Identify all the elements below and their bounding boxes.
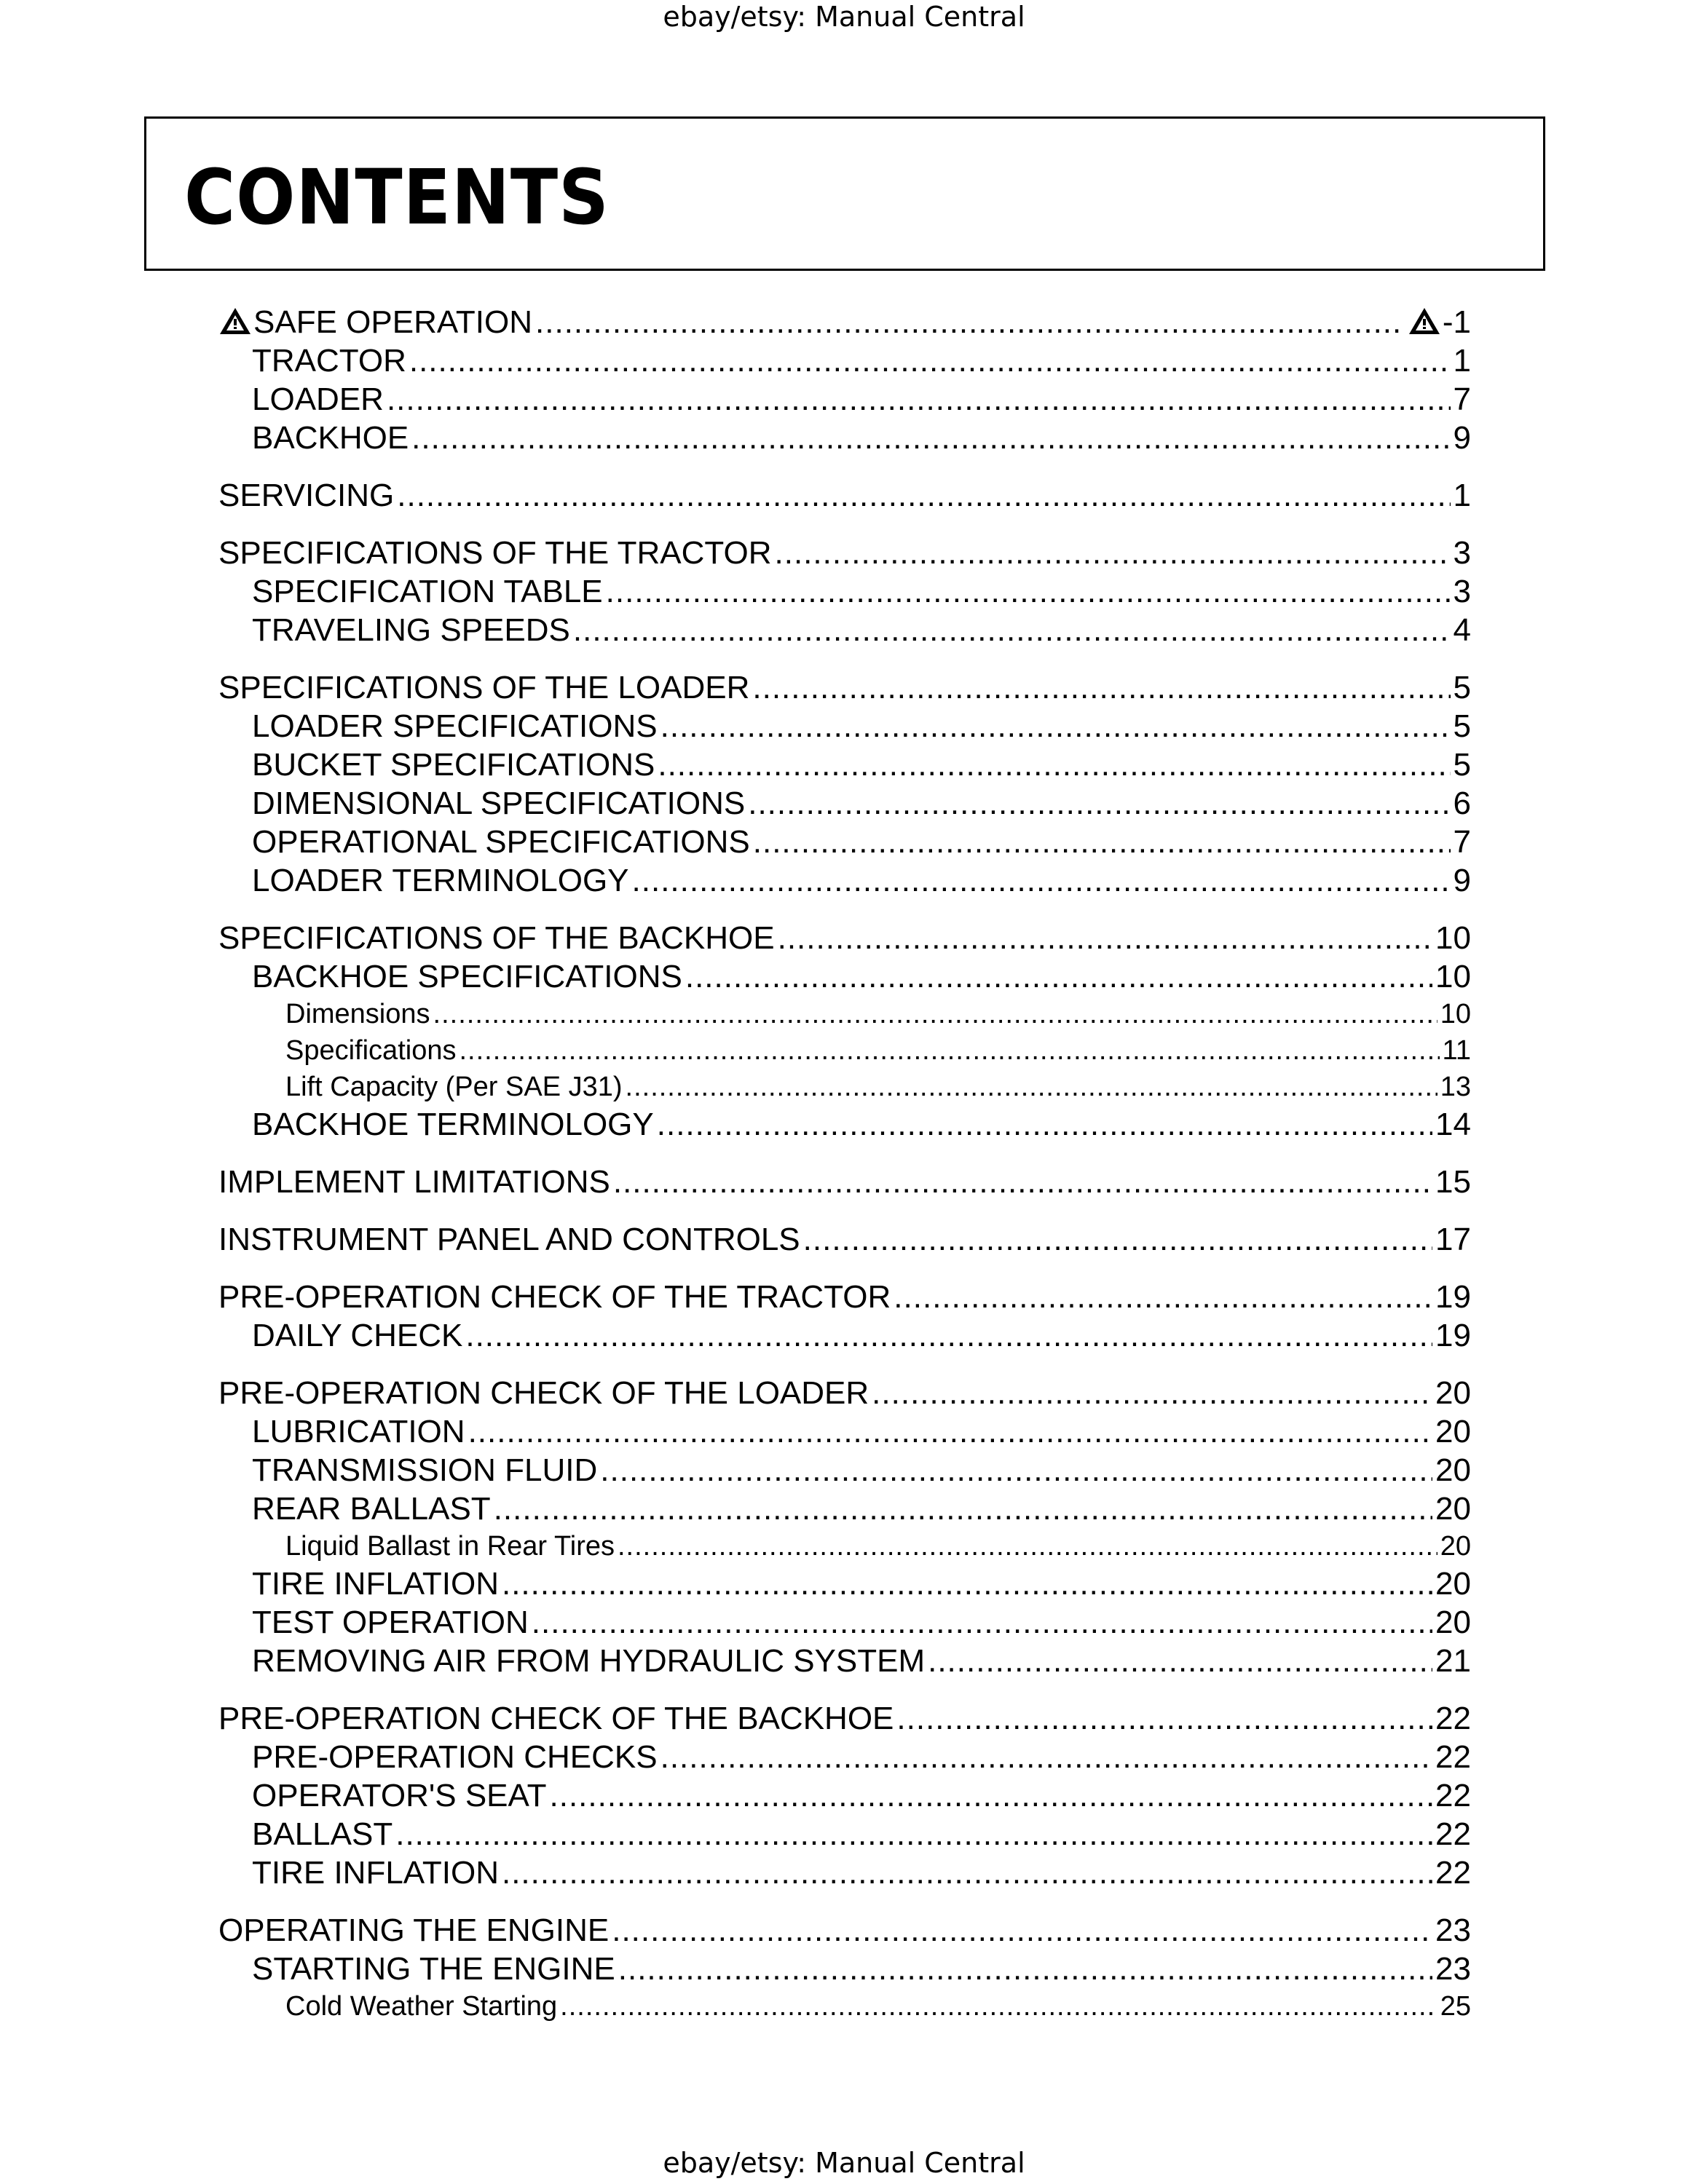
toc-entry-text: SAFE OPERATION — [253, 304, 533, 340]
toc-entry-page-number: 10 — [1435, 959, 1471, 994]
dot-leader — [613, 1163, 1432, 1201]
toc-entry — [218, 1642, 1471, 1680]
toc-entry-page-number: 19 — [1435, 1279, 1471, 1315]
toc-entry — [218, 1220, 1471, 1259]
toc-entry-label — [285, 1988, 557, 2025]
toc-entry-page — [1440, 996, 1471, 1032]
toc-entry-page — [1435, 1738, 1471, 1776]
dot-leader — [657, 1105, 1432, 1144]
dot-leader — [433, 996, 1437, 1032]
toc-entry-label — [252, 1950, 615, 1988]
toc-entry-text: Cold Weather Starting — [285, 1991, 558, 2022]
toc-entry-page-number: 17 — [1435, 1222, 1471, 1257]
toc-entry-label — [252, 1564, 499, 1603]
dot-leader — [894, 1278, 1432, 1316]
toc-entry-label — [252, 1776, 547, 1815]
dot-leader — [397, 476, 1450, 515]
toc-entry-page — [1454, 534, 1471, 572]
toc-entry-text: LUBRICATION — [252, 1414, 465, 1449]
toc-entry-label — [218, 1911, 609, 1950]
toc-entry — [218, 1489, 1471, 1528]
toc-entry-label — [252, 745, 655, 784]
toc-entry-label — [252, 341, 406, 380]
toc-entry-text: TIRE INFLATION — [252, 1855, 499, 1891]
toc-entry-text: LOADER — [252, 381, 384, 417]
toc-entry-page — [1435, 1374, 1471, 1412]
toc-entry — [218, 1069, 1471, 1105]
toc-entry-label — [252, 1451, 597, 1489]
toc-entry-page-number: 7 — [1453, 381, 1471, 417]
dot-leader — [775, 534, 1451, 572]
toc-entry — [218, 823, 1471, 861]
dot-leader — [748, 784, 1450, 823]
toc-entry — [218, 1738, 1471, 1776]
toc-entry-text: TIRE INFLATION — [252, 1566, 499, 1602]
toc-entry-label — [252, 861, 629, 900]
toc-entry-page-number: 10 — [1440, 999, 1471, 1029]
toc-entry-page-number: 5 — [1453, 747, 1471, 783]
toc-entry-page-number: 23 — [1435, 1951, 1471, 1987]
footer-banner: ebay/etsy: Manual Central — [663, 2147, 1025, 2179]
toc-entry — [218, 745, 1471, 784]
toc-entry-label — [218, 1278, 891, 1316]
toc-entry-page-number: 22 — [1435, 1816, 1471, 1852]
dot-leader — [550, 1776, 1433, 1815]
toc-entry-text: BALLAST — [252, 1816, 393, 1852]
toc-entry-page-number: 23 — [1435, 1912, 1471, 1948]
dot-leader — [502, 1564, 1432, 1603]
toc-entry-page-number: 20 — [1435, 1605, 1471, 1640]
toc-entry-page-number: 1 — [1453, 478, 1471, 513]
toc-entry-text: SPECIFICATIONS OF THE BACKHOE — [218, 920, 775, 956]
toc-entry-label — [252, 957, 682, 996]
toc-entry-text: SPECIFICATION TABLE — [252, 574, 603, 609]
toc-entry-page — [1454, 823, 1471, 861]
toc-entry-text: TRACTOR — [252, 343, 406, 379]
toc-entry-label — [252, 1603, 529, 1642]
dot-leader — [532, 1603, 1432, 1642]
toc-entry-page — [1435, 1815, 1471, 1853]
toc-entry-page — [1454, 476, 1471, 515]
toc-entry-label — [252, 823, 750, 861]
toc-entry-label — [285, 996, 430, 1032]
toc-entry-label — [252, 1738, 658, 1776]
toc-entry-page-number: 20 — [1435, 1491, 1471, 1527]
toc-entry-page — [1435, 957, 1471, 996]
toc-entry — [218, 707, 1471, 745]
toc-entry — [218, 341, 1471, 380]
toc-entry-text: Dimensions — [285, 999, 430, 1029]
dot-leader — [606, 572, 1451, 611]
dot-leader — [658, 745, 1450, 784]
toc-entry — [218, 996, 1471, 1032]
toc-entry-page — [1435, 1105, 1471, 1144]
toc-entry-page-number: 1 — [1453, 343, 1471, 379]
toc-entry-page-number: -1 — [1442, 304, 1471, 340]
toc-entry-page-number: 22 — [1435, 1778, 1471, 1813]
toc-entry-page — [1435, 1776, 1471, 1815]
dot-leader — [468, 1412, 1432, 1451]
toc-entry — [218, 1105, 1471, 1144]
dot-leader — [872, 1374, 1432, 1412]
toc-entry-text: PRE-OPERATION CHECK OF THE LOADER — [218, 1375, 869, 1411]
toc-entry-text: PRE-OPERATION CHECKS — [252, 1739, 658, 1775]
toc-entry — [218, 534, 1471, 572]
toc-entry-label — [252, 1105, 654, 1144]
toc-entry-page — [1435, 1699, 1471, 1738]
toc-entry-page — [1454, 419, 1471, 457]
toc-entry-text: PRE-OPERATION CHECK OF THE BACKHOE — [218, 1701, 894, 1736]
toc-entry-text: OPERATIONAL SPECIFICATIONS — [252, 824, 750, 860]
toc-entry-page — [1443, 1032, 1471, 1069]
toc-entry-label — [252, 572, 603, 611]
dot-leader — [632, 861, 1451, 900]
toc-entry-text: Liquid Ballast in Rear Tires — [285, 1531, 615, 1562]
dot-leader — [459, 1032, 1439, 1069]
toc-entry — [218, 919, 1471, 957]
toc-entry-page — [1454, 745, 1471, 784]
toc-entry — [218, 1374, 1471, 1412]
toc-entry-text: BACKHOE — [252, 420, 409, 456]
toc-entry-label — [252, 707, 658, 745]
toc-entry-page — [1435, 1489, 1471, 1528]
toc-entry-page — [1440, 1069, 1471, 1105]
dot-leader — [660, 1738, 1432, 1776]
dot-leader — [618, 1528, 1437, 1564]
toc-entry — [218, 476, 1471, 515]
toc-entry-page — [1435, 1451, 1471, 1489]
dot-leader — [803, 1220, 1432, 1259]
toc-entry-page-number: 5 — [1453, 708, 1471, 744]
toc-entry-label — [252, 1853, 499, 1892]
dot-leader — [612, 1911, 1432, 1950]
toc-entry-label — [252, 1489, 491, 1528]
table-of-contents — [218, 303, 1471, 2025]
toc-entry-text: IMPLEMENT LIMITATIONS — [218, 1164, 610, 1200]
toc-entry — [218, 1564, 1471, 1603]
toc-entry-page-number: 22 — [1435, 1739, 1471, 1775]
toc-entry — [218, 1950, 1471, 1988]
toc-entry-text: SPECIFICATIONS OF THE LOADER — [218, 670, 750, 705]
dot-leader — [752, 668, 1450, 707]
toc-entry-text: OPERATOR'S SEAT — [252, 1778, 547, 1813]
header-banner: ebay/etsy: Manual Central — [663, 1, 1025, 33]
toc-entry-page-number: 6 — [1453, 786, 1471, 821]
warning-triangle-icon — [218, 306, 252, 336]
toc-entry-page — [1454, 784, 1471, 823]
dot-leader — [928, 1642, 1432, 1680]
toc-entry-label — [285, 1528, 615, 1564]
toc-entry-page — [1454, 611, 1471, 649]
toc-entry-page — [1454, 341, 1471, 380]
toc-entry-label — [218, 919, 775, 957]
dot-leader — [896, 1699, 1432, 1738]
dot-leader — [535, 303, 1405, 341]
toc-entry-label — [285, 1032, 456, 1069]
toc-entry-text: PRE-OPERATION CHECK OF THE TRACTOR — [218, 1279, 891, 1315]
toc-entry-page — [1454, 668, 1471, 707]
toc-entry-label — [218, 534, 772, 572]
dot-leader — [753, 823, 1451, 861]
toc-entry-page — [1435, 1316, 1471, 1355]
dot-leader — [573, 611, 1451, 649]
toc-entry — [218, 957, 1471, 996]
dot-leader — [618, 1950, 1432, 1988]
toc-entry — [218, 1699, 1471, 1738]
dot-leader — [685, 957, 1432, 996]
toc-entry-page-number: 20 — [1435, 1414, 1471, 1449]
toc-entry-page — [1440, 1528, 1471, 1564]
dot-leader — [660, 707, 1451, 745]
dot-leader — [560, 1988, 1437, 2025]
dot-leader — [502, 1853, 1432, 1892]
toc-entry-label — [218, 1699, 894, 1738]
toc-entry — [218, 303, 1471, 341]
toc-entry-text: BACKHOE SPECIFICATIONS — [252, 959, 682, 994]
dot-leader — [626, 1069, 1437, 1105]
toc-entry — [218, 611, 1471, 649]
toc-entry-page — [1435, 1603, 1471, 1642]
toc-entry — [218, 1853, 1471, 1892]
toc-entry-page — [1435, 919, 1471, 957]
toc-entry-label — [252, 611, 570, 649]
toc-entry-text: TRANSMISSION FLUID — [252, 1452, 598, 1488]
toc-entry — [218, 380, 1471, 419]
toc-entry — [218, 1815, 1471, 1853]
dot-leader — [409, 341, 1451, 380]
toc-entry-text: Lift Capacity (Per SAE J31) — [285, 1072, 623, 1102]
toc-entry-page — [1454, 861, 1471, 900]
toc-entry-page-number: 3 — [1453, 535, 1471, 571]
toc-entry-label — [218, 476, 394, 515]
toc-entry-page — [1454, 707, 1471, 745]
toc-entry-page-number: 20 — [1435, 1375, 1471, 1411]
toc-entry-label — [252, 1316, 462, 1355]
toc-entry-page-number: 13 — [1440, 1072, 1471, 1102]
toc-entry — [218, 1911, 1471, 1950]
toc-entry-page — [1435, 1220, 1471, 1259]
dot-leader — [494, 1489, 1432, 1528]
dot-leader — [395, 1815, 1432, 1853]
toc-entry-text: SPECIFICATIONS OF THE TRACTOR — [218, 535, 772, 571]
toc-entry-text: REMOVING AIR FROM HYDRAULIC SYSTEM — [252, 1643, 926, 1679]
title-box — [144, 116, 1545, 271]
toc-entry — [218, 861, 1471, 900]
toc-entry-page-number: 5 — [1453, 670, 1471, 705]
toc-entry-text: LOADER TERMINOLOGY — [252, 863, 629, 898]
toc-entry-label — [218, 1163, 610, 1201]
toc-entry-page-number: 4 — [1453, 612, 1471, 648]
toc-entry-page — [1435, 1163, 1471, 1201]
toc-entry-label — [252, 419, 409, 457]
toc-entry-label — [252, 380, 384, 419]
toc-entry-text: BACKHOE TERMINOLOGY — [252, 1107, 654, 1142]
toc-entry-label — [252, 1815, 393, 1853]
toc-entry-page-number: 9 — [1453, 863, 1471, 898]
toc-entry-text: INSTRUMENT PANEL AND CONTROLS — [218, 1222, 800, 1257]
toc-entry-page-number: 20 — [1440, 1531, 1471, 1562]
toc-entry-text: TRAVELING SPEEDS — [252, 612, 570, 648]
toc-entry — [218, 1412, 1471, 1451]
toc-entry-text: DIMENSIONAL SPECIFICATIONS — [252, 786, 746, 821]
toc-entry-page — [1454, 572, 1471, 611]
toc-entry-page — [1408, 303, 1471, 341]
page-title: CONTENTS — [184, 153, 610, 242]
toc-entry — [218, 1163, 1471, 1201]
toc-entry-text: SERVICING — [218, 478, 395, 513]
toc-entry-label — [252, 1642, 925, 1680]
toc-entry-page — [1435, 1564, 1471, 1603]
toc-entry — [218, 1988, 1471, 2025]
toc-entry-label — [252, 1412, 465, 1451]
toc-entry-page-number: 22 — [1435, 1701, 1471, 1736]
toc-entry-page — [1435, 1853, 1471, 1892]
dot-leader — [465, 1316, 1432, 1355]
toc-entry — [218, 1032, 1471, 1069]
toc-entry-text: BUCKET SPECIFICATIONS — [252, 747, 655, 783]
toc-entry-page — [1435, 1950, 1471, 1988]
warning-triangle-icon — [1408, 306, 1441, 336]
toc-entry — [218, 668, 1471, 707]
toc-entry-page — [1440, 1988, 1471, 2025]
toc-entry — [218, 1528, 1471, 1564]
toc-entry-label — [252, 784, 745, 823]
toc-entry-page-number: 10 — [1435, 920, 1471, 956]
toc-entry-page-number: 9 — [1453, 420, 1471, 456]
toc-entry-page-number: 20 — [1435, 1566, 1471, 1602]
toc-entry-page — [1435, 1642, 1471, 1680]
toc-entry-page-number: 25 — [1440, 1991, 1471, 2022]
toc-entry-page — [1454, 380, 1471, 419]
toc-entry-text: OPERATING THE ENGINE — [218, 1912, 610, 1948]
toc-entry-text: REAR BALLAST — [252, 1491, 491, 1527]
dot-leader — [411, 419, 1450, 457]
toc-entry-label — [218, 1374, 869, 1412]
toc-entry-text: STARTING THE ENGINE — [252, 1951, 615, 1987]
toc-entry-page-number: 3 — [1453, 574, 1471, 609]
toc-entry-page-number: 14 — [1435, 1107, 1471, 1142]
dot-leader — [387, 380, 1451, 419]
toc-entry-text: TEST OPERATION — [252, 1605, 529, 1640]
toc-entry-page-number: 11 — [1442, 1035, 1471, 1066]
toc-entry-page-number: 15 — [1435, 1164, 1471, 1200]
toc-entry-label — [218, 1220, 800, 1259]
toc-entry-page-number: 7 — [1453, 824, 1471, 860]
toc-entry-page — [1435, 1911, 1471, 1950]
toc-entry — [218, 1451, 1471, 1489]
dot-leader — [778, 919, 1432, 957]
dot-leader — [600, 1451, 1432, 1489]
toc-entry — [218, 1776, 1471, 1815]
toc-entry — [218, 1278, 1471, 1316]
toc-entry-text: DAILY CHECK — [252, 1318, 463, 1353]
toc-entry-text: LOADER SPECIFICATIONS — [252, 708, 658, 744]
toc-entry-label — [285, 1069, 623, 1105]
toc-entry — [218, 1316, 1471, 1355]
toc-entry-label — [218, 303, 532, 341]
toc-entry-page — [1435, 1278, 1471, 1316]
toc-entry — [218, 784, 1471, 823]
toc-entry-page-number: 22 — [1435, 1855, 1471, 1891]
toc-entry — [218, 572, 1471, 611]
toc-entry-label — [218, 668, 749, 707]
toc-entry — [218, 1603, 1471, 1642]
toc-entry-page — [1435, 1412, 1471, 1451]
toc-entry-text: Specifications — [285, 1035, 457, 1066]
toc-entry-page-number: 21 — [1435, 1643, 1471, 1679]
toc-entry — [218, 419, 1471, 457]
toc-entry-page-number: 20 — [1435, 1452, 1471, 1488]
toc-entry-page-number: 19 — [1435, 1318, 1471, 1353]
